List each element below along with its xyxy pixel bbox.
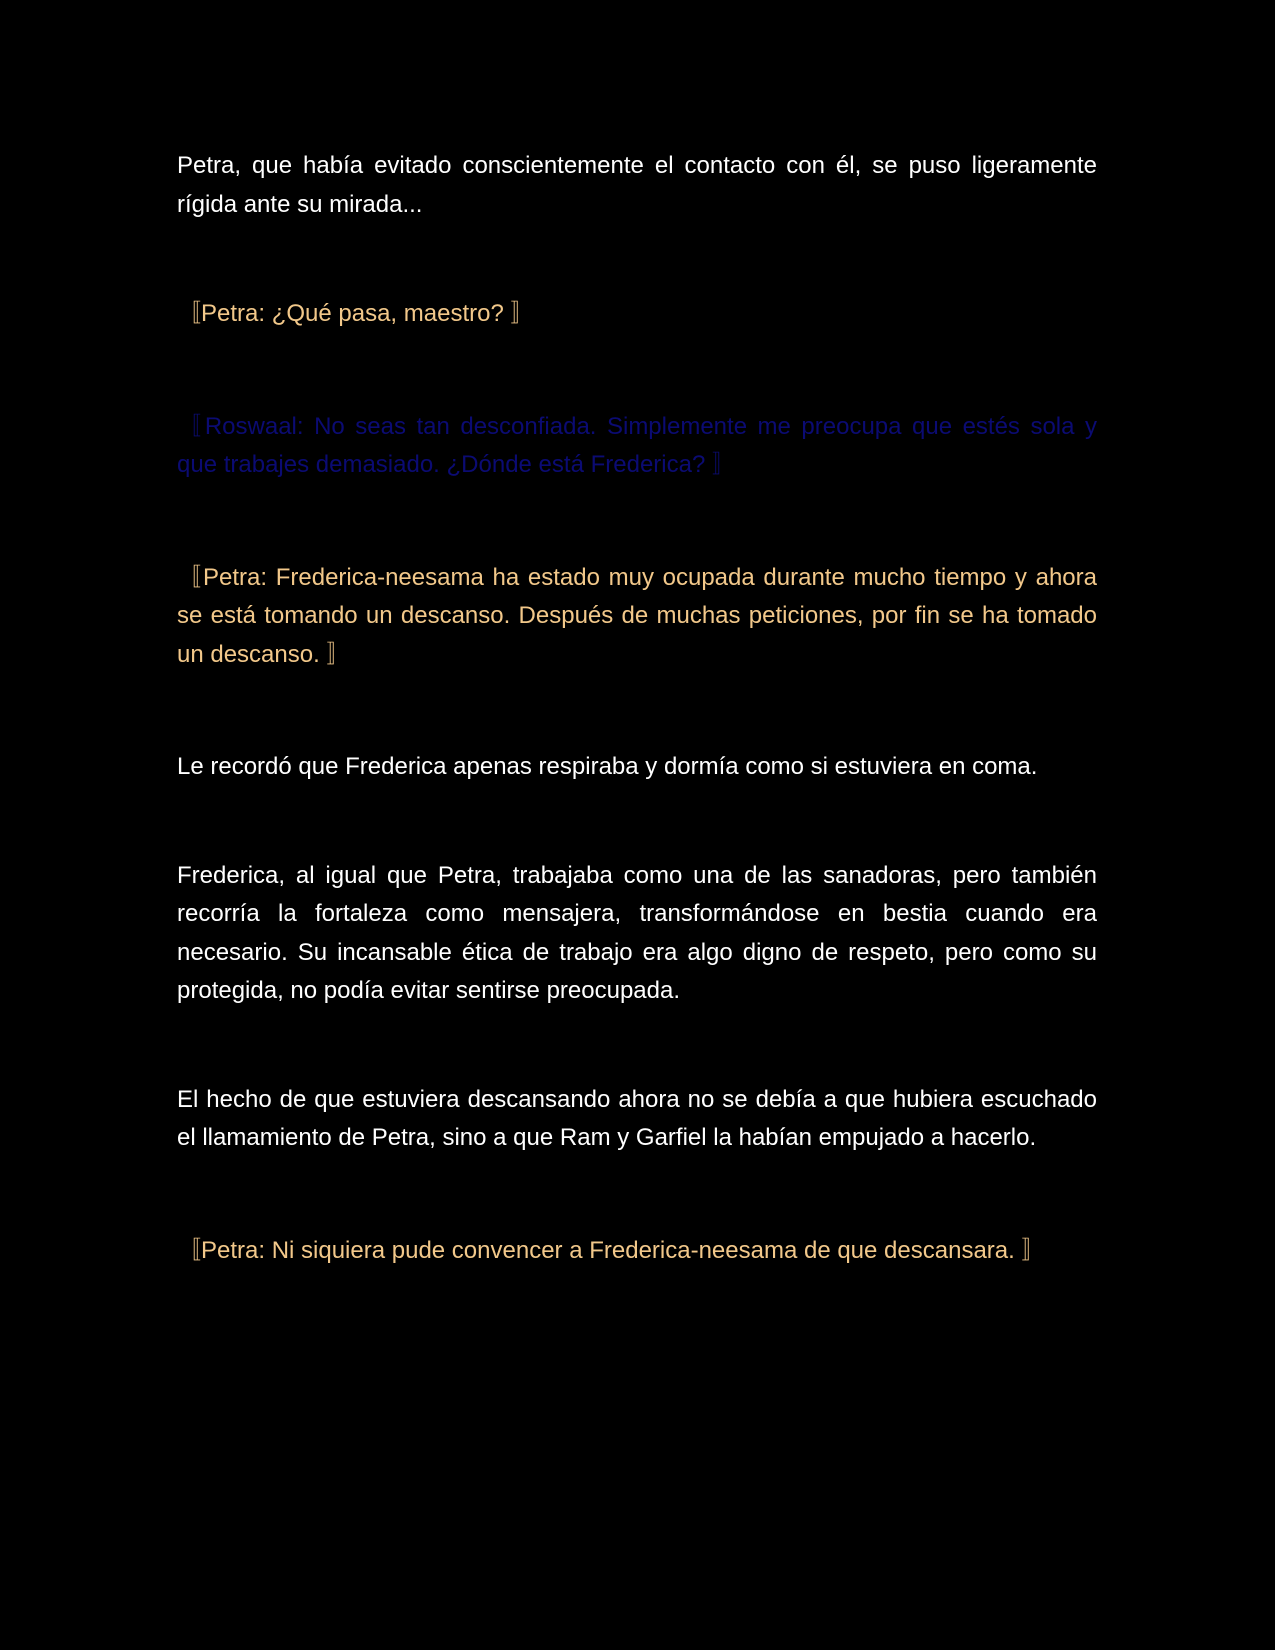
petra-dialogue: 〚Petra: Ni siquiera pude convencer a Frederica-neesama de que descansara. 〛 — [177, 1236, 1046, 1264]
narration-paragraph: Le recordó que Frederica apenas respiraba y dormía como si estuviera en coma. — [177, 753, 1038, 780]
petra-dialogue: 〚Petra: Frederica-neesama ha estado muy ocupada durante mucho tiempo y ahora se está tomando un descanso. Después de muchas peticiones, por fin se ha tomado un descanso. 〛 — [177, 563, 1097, 668]
narration-paragraph: Frederica, al igual que Petra, trabajaba como una de las sanadoras, pero también recorría la fortaleza como mensajera, transformándose en bestia cuando era necesario. Su incansable ética de trabajo era algo digno de respeto, pero como su protegida, no podía evitar sentirse preocupada. — [177, 861, 1097, 1004]
petra-dialogue: 〚Petra: ¿Qué pasa, maestro? 〛 — [177, 300, 535, 327]
narration-paragraph: Petra, que había evitado conscientemente el contacto con él, se puso ligeramente rígida ante su mirada... — [177, 152, 1097, 218]
roswaal-dialogue: 〚Roswaal: No seas tan desconfiada. Simplemente me preocupa que estés sola y que trabajes demasiado. ¿Dónde está Frederica? 〛 — [177, 412, 1097, 478]
document-body — [177, 147, 1097, 1270]
narration-paragraph: El hecho de que estuviera descansando ahora no se debía a que hubiera escuchado el llamamiento de Petra, sino a que Ram y Garfiel la habían empujado a hacerlo. — [177, 1085, 1097, 1151]
